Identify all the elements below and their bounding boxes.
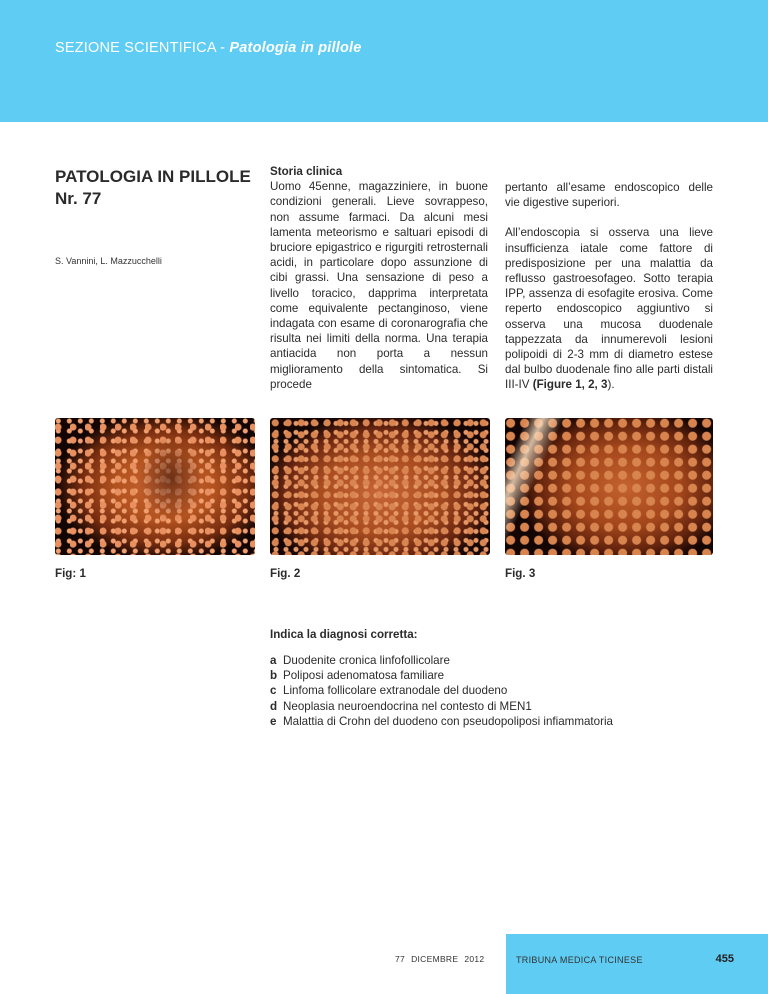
endoscopy-image-3 (505, 418, 713, 555)
option-letter: d (270, 699, 278, 713)
option-text: Malattia di Crohn del duodeno con pseudopoliposi infiammatoria (283, 714, 613, 728)
journal-name: TRIBUNA MEDICA TICINESE (516, 955, 643, 965)
answer-option-e (270, 714, 613, 729)
issue-info (395, 954, 484, 964)
figure-2-caption: Fig. 2 (270, 567, 301, 580)
option-text: Poliposi adenomatosa familiare (283, 669, 445, 683)
option-text: Duodenite cronica linfofollicolare (283, 654, 450, 667)
option-text: Linfoma follicolare extranodale del duodeno (283, 684, 508, 698)
answer-option-a (270, 653, 613, 668)
answer-option-d (270, 699, 613, 714)
authors: S. Vannini, L. Mazzucchelli (55, 256, 162, 266)
issue-month: DICEMBRE (411, 954, 459, 964)
section-title: SEZIONE SCIENTIFICA - (55, 40, 230, 56)
endoscopy-paragraph (505, 225, 713, 392)
footer-band (506, 934, 768, 994)
article-number: Nr. 77 (55, 189, 102, 208)
option-letter: a (270, 654, 277, 667)
issue-number: 77 (395, 954, 406, 964)
clinical-history-paragraph: Uomo 45enne, magazziniere, in buone condizioni generali. Lieve sovrappeso, non assume farmaci. Da alcuni mesi lamenta meteorismo e saltuari episodi di bruciore epigastrico e rigurgiti retrosternali acidi, in particolare dopo assunzione di cibi grassi. Una sensazione di peso a livello toracico, dapprima interpretata come equivalente pectanginoso, viene indagata con esame di coronarografia che risulta nei limiti della norma. Una terapia antiacida non porta a nessun miglioramento della sintomatica. Si procede (270, 180, 488, 391)
endoscopy-image-2 (270, 418, 490, 555)
clinical-history-heading: Storia clinica (270, 165, 343, 178)
figure-reference: (Figure 1, 2, 3 (532, 378, 608, 392)
body-column-1 (270, 164, 488, 392)
answer-option-c (270, 683, 613, 698)
header-band (0, 0, 768, 122)
issue-year: 2012 (464, 954, 485, 964)
endoscopy-text: All’endoscopia si osserva una lieve insufficienza iatale come fattore di predisposizione per una malattia da reflusso gastroesofageo. Sotto terapia IPP, assenza di esofagite erosiva. Come reperto endoscopico aggiuntivo si osserva una mucosa duodenale tappezzata da innumerevoli lesioni polipoidi di 2-3 mm di diametro estese dal bulbo duodenale fino alle parti distali III-IV (505, 226, 713, 392)
continuation-paragraph: pertanto all’esame endoscopico delle vie digestive superiori. (505, 181, 713, 210)
option-letter: c (270, 684, 277, 698)
option-text: Neoplasia neuroendocrina nel contesto di MEN1 (283, 699, 532, 713)
quiz-question: Indica la diagnosi corretta: (270, 628, 418, 641)
body-column-2 (505, 180, 713, 393)
page-number: 455 (715, 953, 734, 965)
option-letter: e (270, 714, 277, 728)
section-header (55, 40, 362, 56)
figure-1-caption: Fig: 1 (55, 567, 86, 580)
article-title-line1: PATOLOGIA IN PILLOLE (55, 167, 251, 186)
option-letter: b (270, 669, 278, 683)
figure-3-caption: Fig. 3 (505, 567, 536, 580)
answer-options (270, 653, 613, 729)
endoscopy-image-1 (55, 418, 255, 555)
endoscopy-text-end: ). (607, 378, 615, 392)
subsection-title: Patologia in pillole (229, 40, 362, 56)
article-title (55, 166, 255, 210)
answer-option-b (270, 668, 613, 683)
